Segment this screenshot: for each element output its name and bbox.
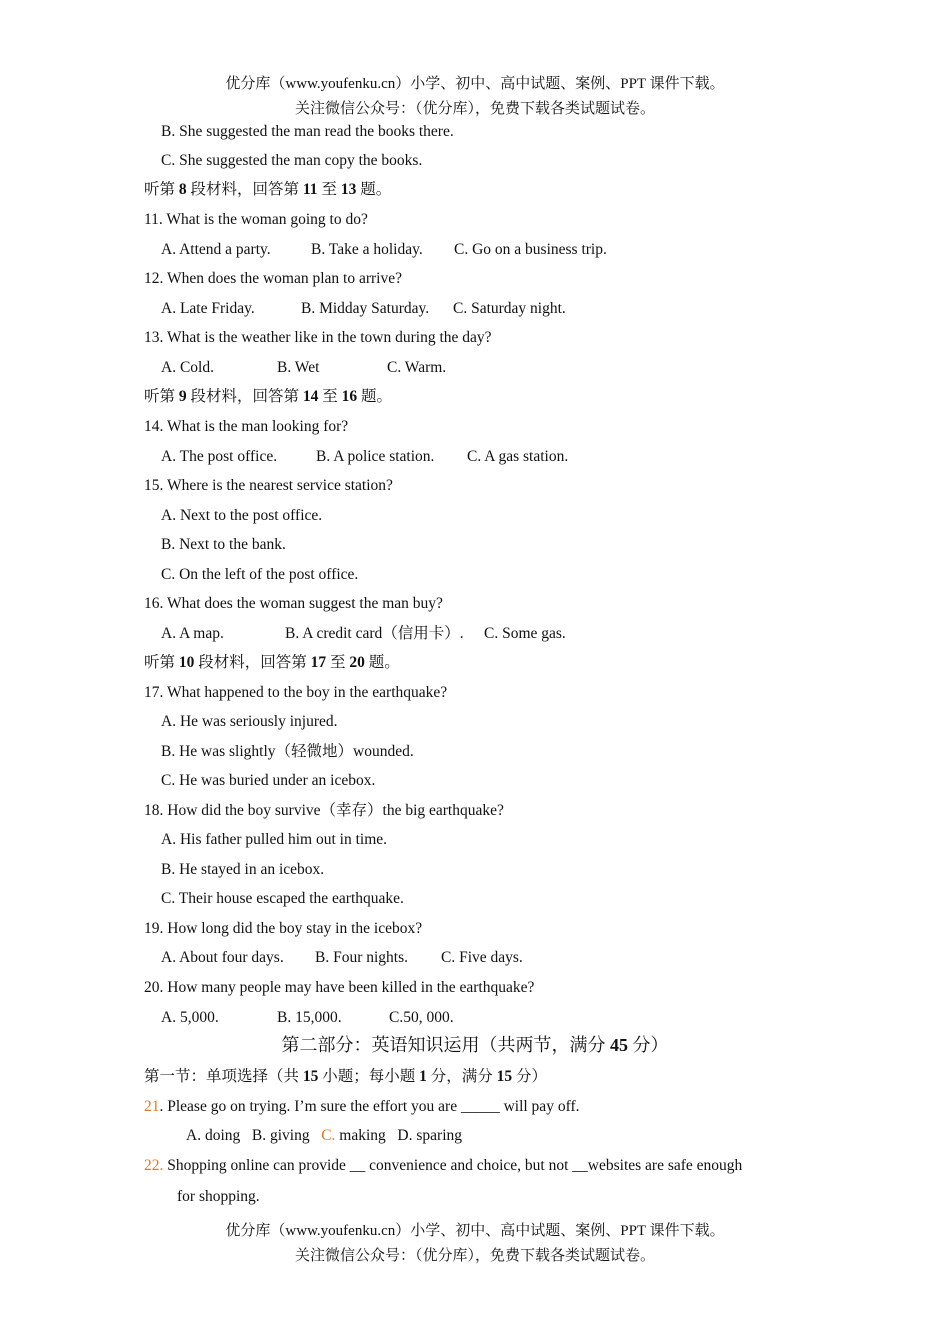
q14-option-c: C. A gas station. <box>467 448 569 465</box>
question-18: 18. How did the boy survive（幸存）the big earthquake? <box>144 802 504 819</box>
q21-number: 21 <box>144 1098 160 1115</box>
q21-text: . Please go on trying. I’m sure the effort you are _____ will pay off. <box>159 1098 580 1115</box>
section-10-instruction: 听第 10 段材料，回答第 17 至 20 题。 <box>144 654 400 671</box>
q22-number: 22. <box>144 1157 164 1174</box>
q21-option-b: B. giving <box>251 1127 310 1144</box>
q17-option-b: B. He was slightly（轻微地）wounded. <box>161 743 414 760</box>
footer-line-1: 优分库（www.youfenku.cn）小学、初中、高中试题、案例、PPT 课件下载。 <box>225 1223 725 1239</box>
q14-option-a: A. The post office. <box>161 448 278 465</box>
q16-option-c: C. Some gas. <box>484 625 566 642</box>
question-20: 20. How many people may have been killed in the earthquake? <box>144 979 535 996</box>
q19-option-a: A. About four days. <box>161 949 284 966</box>
section-1-instruction: 第一节：单项选择（共 15 小题；每小题 1 分，满分 15 分） <box>144 1068 548 1085</box>
q16-option-b: B. A credit card（信用卡）. <box>285 625 464 642</box>
question-22 <box>144 1156 742 1176</box>
q20-option-a: A. 5,000. <box>161 1009 219 1026</box>
q21-option-a: A. doing <box>186 1127 241 1144</box>
q21-option-c-letter: C. <box>321 1127 336 1144</box>
part-2-title: 第二部分：英语知识运用（共两节，满分 45 分） <box>281 1035 669 1055</box>
question-19: 19. How long did the boy stay in the icebox? <box>144 920 423 937</box>
question-12: 12. When does the woman plan to arrive? <box>144 270 402 287</box>
q17-option-c: C. He was buried under an icebox. <box>161 772 376 789</box>
q11-option-b: B. Take a holiday. <box>311 241 423 258</box>
question-13-options <box>161 358 446 378</box>
question-14: 14. What is the man looking for? <box>144 418 349 435</box>
question-19-options <box>161 948 523 968</box>
question-21-options <box>186 1126 462 1146</box>
q19-option-b: B. Four nights. <box>315 949 409 966</box>
q15-option-b: B. Next to the bank. <box>161 536 286 553</box>
header-line-2: 关注微信公众号：（优分库），免费下载各类试题试卷。 <box>294 101 655 117</box>
section-9-instruction: 听第 9 段材料，回答第 14 至 16 题。 <box>144 388 393 405</box>
q17-option-a: A. He was seriously injured. <box>161 713 338 730</box>
question-16-options <box>161 624 566 644</box>
q18-option-b: B. He stayed in an icebox. <box>161 861 325 878</box>
q11-option-c: C. Go on a business trip. <box>454 241 607 258</box>
footer-line-2: 关注微信公众号：（优分库），免费下载各类试题试卷。 <box>294 1248 655 1264</box>
q19-option-c: C. Five days. <box>441 949 523 966</box>
question-12-options <box>161 299 566 319</box>
header-line-1: 优分库（www.youfenku.cn）小学、初中、高中试题、案例、PPT 课件下载。 <box>225 76 725 92</box>
q22-text: Shopping online can provide __ convenience and choice, but not __websites are safe enough <box>163 1157 743 1174</box>
question-20-options <box>161 1008 454 1028</box>
q22-continuation: for shopping. <box>177 1188 260 1205</box>
question-14-options <box>161 447 568 467</box>
q10-option-c: C. She suggested the man copy the books. <box>161 152 423 169</box>
q15-option-c: C. On the left of the post office. <box>161 566 359 583</box>
q10-option-b: B. She suggested the man read the books there. <box>161 123 454 140</box>
q13-option-a: A. Cold. <box>161 359 214 376</box>
q16-option-a: A. A map. <box>161 625 224 642</box>
q15-option-a: A. Next to the post office. <box>161 507 323 524</box>
q18-option-c: C. Their house escaped the earthquake. <box>161 890 404 907</box>
question-11-options <box>161 240 607 260</box>
q20-option-b: B. 15,000. <box>277 1009 342 1026</box>
section-8-instruction: 听第 8 段材料，回答第 11 至 13 题。 <box>144 181 392 198</box>
question-21 <box>144 1097 579 1117</box>
question-11: 11. What is the woman going to do? <box>144 211 368 228</box>
q13-option-b: B. Wet <box>277 359 320 376</box>
q12-option-c: C. Saturday night. <box>453 300 566 317</box>
q13-option-c: C. Warm. <box>387 359 447 376</box>
q20-option-c: C.50, 000. <box>389 1009 454 1026</box>
q12-option-a: A. Late Friday. <box>161 300 255 317</box>
question-17: 17. What happened to the boy in the earthquake? <box>144 684 448 701</box>
q14-option-b: B. A police station. <box>316 448 435 465</box>
question-13: 13. What is the weather like in the town during the day? <box>144 329 492 346</box>
question-16: 16. What does the woman suggest the man buy? <box>144 595 443 612</box>
question-15: 15. Where is the nearest service station? <box>144 477 393 494</box>
q11-option-a: A. Attend a party. <box>161 241 271 258</box>
q12-option-b: B. Midday Saturday. <box>301 300 430 317</box>
q21-option-c: making <box>335 1127 386 1144</box>
q18-option-a: A. His father pulled him out in time. <box>161 831 388 848</box>
q21-option-d: D. sparing <box>397 1127 462 1144</box>
